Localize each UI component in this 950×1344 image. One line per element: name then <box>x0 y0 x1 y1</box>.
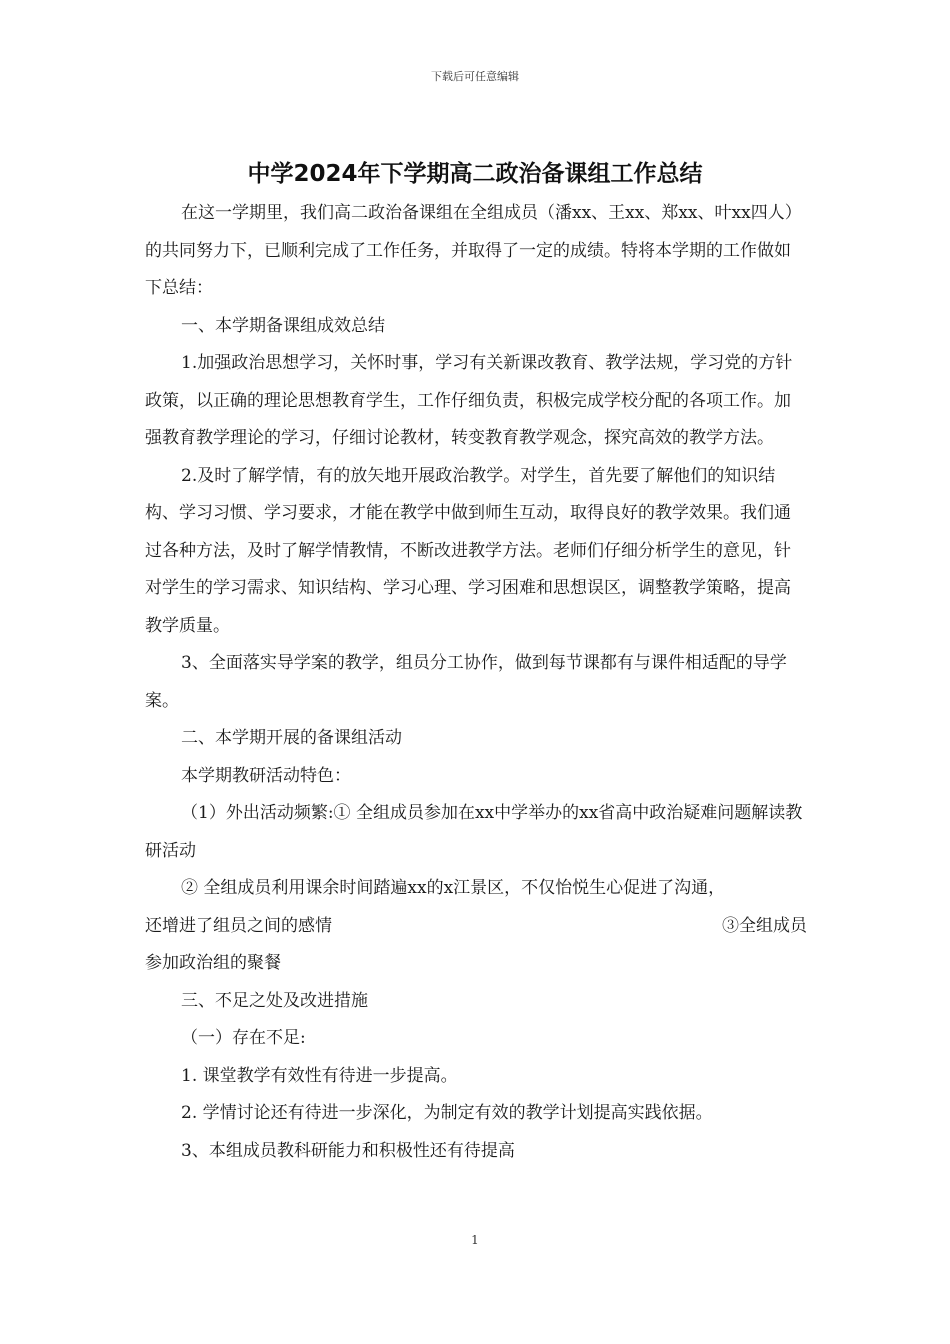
section-heading-1: 一、本学期备课组成效总结 <box>181 315 385 336</box>
paragraph-3: 3、全面落实导学案的教学，组员分工协作，做到每节课都有与课件相适配的导学案。 <box>145 653 787 711</box>
paragraph-6b-right: ③全组成员 <box>722 915 807 936</box>
paragraph-9: 2. 学情讨论还有待进一步深化，为制定有效的教学计划提高实践依据。 <box>181 1103 713 1123</box>
document-title: 中学2024年下学期高二政治备课组工作总结 <box>247 161 703 187</box>
document-body <box>145 195 807 1170</box>
paragraph-1: 1.加强政治思想学习，关怀时事，学习有关新课改教育、教学法规，学习党的方针政策，以正确的理论思想教育学生，工作仔细负责，积极完成学校分配的各项工作。加强教育教学理论的学习，仔细讨论教材，转变教育教学观念，探究高效的教学方法。 <box>145 353 793 448</box>
paragraph-6b <box>145 908 807 946</box>
paragraph-6a: ② 全组成员利用课余时间踏遍xx的x江景区，不仅怡悦生心促进了沟通， <box>181 878 726 898</box>
page-header: 下载后可任意编辑 <box>431 70 519 83</box>
paragraph-4: 本学期教研活动特色： <box>181 765 351 786</box>
paragraph-5: （1）外出活动频繁:① 全组成员参加在xx中学举办的xx省高中政治疑难问题解读教研活动 <box>145 803 803 861</box>
paragraph-8: 1. 课堂教学有效性有待进一步提高。 <box>181 1065 458 1086</box>
intro-paragraph: 在这一学期里，我们高二政治备课组在全组成员（潘xx、王xx、郑xx、叶xx四人）的共同努力下，已顺利完成了工作任务，并取得了一定的成绩。特将本学期的工作做如下总结： <box>145 203 802 298</box>
paragraph-6c: 参加政治组的聚餐 <box>145 953 281 973</box>
section-heading-3: 三、不足之处及改进措施 <box>181 990 368 1011</box>
section-heading-2: 二、本学期开展的备课组活动 <box>181 728 402 748</box>
paragraph-2: 2.及时了解学情，有的放矢地开展政治教学。对学生，首先要了解他们的知识结构、学习习惯、学习要求，才能在教学中做到师生互动，取得良好的教学效果。我们通过各种方法，及时了解学情教情，不断改进教学方法。老师们仔细分析学生的意见，针对学生的学习需求、知识结构、学习心理、学习困难和思想误区，调整教学策略，提高教学质量。 <box>145 465 791 636</box>
paragraph-10: 3、本组成员教科研能力和积极性还有待提高 <box>181 1140 515 1161</box>
page-number: 1 <box>471 1233 479 1247</box>
paragraph-7: （一）存在不足: <box>181 1028 306 1048</box>
paragraph-6b-left: 还增进了组员之间的感情 <box>145 915 332 936</box>
